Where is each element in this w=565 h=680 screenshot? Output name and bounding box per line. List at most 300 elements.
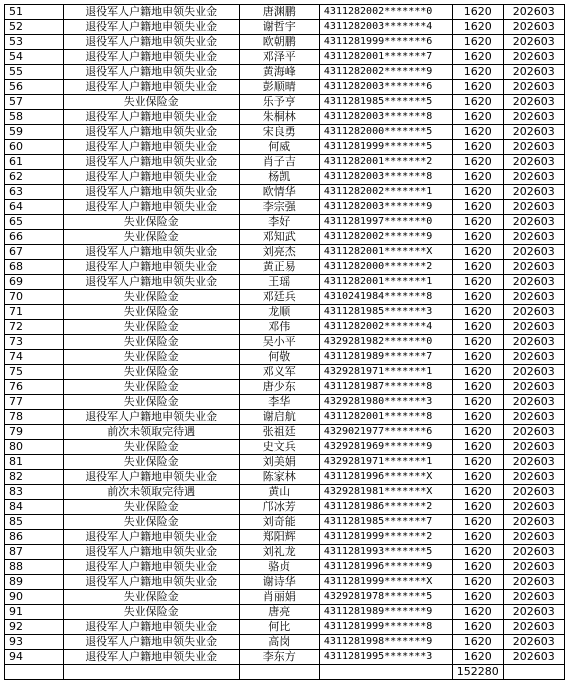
table-row <box>5 230 565 245</box>
id-number-cell: 4311282002*******4 <box>319 320 452 335</box>
row-index-cell: 57 <box>5 95 64 110</box>
pay-month-cell: 202603 <box>503 395 564 410</box>
table-row <box>5 65 565 80</box>
table-row <box>5 320 565 335</box>
table-row <box>5 155 565 170</box>
person-name-cell: 宋良勇 <box>239 125 319 140</box>
row-index-cell: 81 <box>5 455 64 470</box>
amount-cell: 1620 <box>452 500 503 515</box>
table-row <box>5 140 565 155</box>
amount-cell: 1620 <box>452 485 503 500</box>
benefit-type-cell: 失业保险金 <box>63 320 239 335</box>
row-index-cell: 55 <box>5 65 64 80</box>
row-index-cell: 61 <box>5 155 64 170</box>
table-row <box>5 425 565 440</box>
person-name-cell: 乐予亨 <box>239 95 319 110</box>
id-number-cell: 4311282000*******2 <box>319 260 452 275</box>
id-number-cell: 4311281999*******8 <box>319 620 452 635</box>
benefit-type-cell: 前次未领取完待遇 <box>63 425 239 440</box>
id-number-cell: 4311282001*******1 <box>319 275 452 290</box>
benefit-type-cell: 退役军人户籍地申领失业金 <box>63 20 239 35</box>
pay-month-cell: 202603 <box>503 50 564 65</box>
person-name-cell: 黄海峰 <box>239 65 319 80</box>
amount-cell: 1620 <box>452 110 503 125</box>
amount-cell: 1620 <box>452 20 503 35</box>
id-number-cell: 4311281997*******0 <box>319 215 452 230</box>
amount-cell: 1620 <box>452 620 503 635</box>
pay-month-cell: 202603 <box>503 410 564 425</box>
amount-cell: 1620 <box>452 590 503 605</box>
row-index-cell: 69 <box>5 275 64 290</box>
amount-cell: 1620 <box>452 215 503 230</box>
benefit-type-cell: 退役军人户籍地申领失业金 <box>63 245 239 260</box>
total-amount: 152280 <box>452 665 503 680</box>
pay-month-cell: 202603 <box>503 455 564 470</box>
id-number-cell: 4310241984*******8 <box>319 290 452 305</box>
id-number-cell: 4311282001*******7 <box>319 50 452 65</box>
id-number-cell: 4311282003*******9 <box>319 200 452 215</box>
benefit-type-cell: 退役军人户籍地申领失业金 <box>63 140 239 155</box>
table-row <box>5 515 565 530</box>
row-index-cell: 68 <box>5 260 64 275</box>
pay-month-cell: 202603 <box>503 230 564 245</box>
table-row <box>5 560 565 575</box>
row-index-cell: 63 <box>5 185 64 200</box>
benefit-type-cell: 退役军人户籍地申领失业金 <box>63 155 239 170</box>
table-row <box>5 170 565 185</box>
id-number-cell: 4311281985*******7 <box>319 515 452 530</box>
id-number-cell: 4311281993*******5 <box>319 545 452 560</box>
table-row <box>5 305 565 320</box>
benefit-type-cell: 退役军人户籍地申领失业金 <box>63 575 239 590</box>
row-index-cell: 91 <box>5 605 64 620</box>
amount-cell: 1620 <box>452 155 503 170</box>
id-number-cell: 4329281981*******X <box>319 485 452 500</box>
benefit-type-cell: 退役军人户籍地申领失业金 <box>63 170 239 185</box>
benefit-type-cell: 失业保险金 <box>63 95 239 110</box>
pay-month-cell: 202603 <box>503 500 564 515</box>
amount-cell: 1620 <box>452 515 503 530</box>
table-row <box>5 455 565 470</box>
id-number-cell: 4311281989*******7 <box>319 350 452 365</box>
person-name-cell: 刘礼龙 <box>239 545 319 560</box>
pay-month-cell: 202603 <box>503 425 564 440</box>
benefit-type-cell: 失业保险金 <box>63 605 239 620</box>
row-index-cell: 64 <box>5 200 64 215</box>
id-number-cell: 4311282001*******8 <box>319 410 452 425</box>
benefit-type-cell: 退役军人户籍地申领失业金 <box>63 35 239 50</box>
amount-cell: 1620 <box>452 545 503 560</box>
table-row <box>5 380 565 395</box>
benefit-type-cell: 失业保险金 <box>63 500 239 515</box>
benefit-type-cell: 失业保险金 <box>63 590 239 605</box>
row-index-cell: 71 <box>5 305 64 320</box>
person-name-cell: 欧情华 <box>239 185 319 200</box>
row-index-cell: 60 <box>5 140 64 155</box>
person-name-cell: 史文兵 <box>239 440 319 455</box>
amount-cell: 1620 <box>452 35 503 50</box>
benefit-type-cell: 退役军人户籍地申领失业金 <box>63 410 239 425</box>
amount-cell: 1620 <box>452 185 503 200</box>
benefit-type-cell: 失业保险金 <box>63 305 239 320</box>
person-name-cell: 唐亮 <box>239 605 319 620</box>
person-name-cell: 邓泽平 <box>239 50 319 65</box>
amount-cell: 1620 <box>452 5 503 20</box>
pay-month-cell: 202603 <box>503 170 564 185</box>
pay-month-cell: 202603 <box>503 350 564 365</box>
pay-month-cell: 202603 <box>503 365 564 380</box>
id-number-cell: 4329281980*******3 <box>319 395 452 410</box>
pay-month-cell: 202603 <box>503 590 564 605</box>
table-row <box>5 590 565 605</box>
amount-cell: 1620 <box>452 575 503 590</box>
person-name-cell: 谢诗华 <box>239 575 319 590</box>
benefit-type-cell: 退役军人户籍地申领失业金 <box>63 275 239 290</box>
total-row-index <box>5 665 64 680</box>
row-index-cell: 76 <box>5 380 64 395</box>
benefit-type-cell: 失业保险金 <box>63 395 239 410</box>
amount-cell: 1620 <box>452 395 503 410</box>
id-number-cell: 4311282000*******5 <box>319 125 452 140</box>
pay-month-cell: 202603 <box>503 125 564 140</box>
benefit-type-cell: 退役军人户籍地申领失业金 <box>63 650 239 665</box>
pay-month-cell: 202603 <box>503 110 564 125</box>
amount-cell: 1620 <box>452 365 503 380</box>
table-row <box>5 95 565 110</box>
pay-month-cell: 202603 <box>503 605 564 620</box>
table-row <box>5 440 565 455</box>
person-name-cell: 黄正易 <box>239 260 319 275</box>
amount-cell: 1620 <box>452 170 503 185</box>
person-name-cell: 刘美娟 <box>239 455 319 470</box>
id-number-cell: 4329281971*******1 <box>319 365 452 380</box>
table-row <box>5 470 565 485</box>
benefit-payment-table <box>4 4 565 680</box>
id-number-cell: 4311281986*******2 <box>319 500 452 515</box>
benefit-type-cell: 失业保险金 <box>63 515 239 530</box>
row-index-cell: 90 <box>5 590 64 605</box>
row-index-cell: 74 <box>5 350 64 365</box>
row-index-cell: 66 <box>5 230 64 245</box>
person-name-cell: 邓义军 <box>239 365 319 380</box>
table-row <box>5 125 565 140</box>
person-name-cell: 王瑶 <box>239 275 319 290</box>
benefit-type-cell: 退役军人户籍地申领失业金 <box>63 260 239 275</box>
pay-month-cell: 202603 <box>503 155 564 170</box>
row-index-cell: 73 <box>5 335 64 350</box>
person-name-cell: 唐少东 <box>239 380 319 395</box>
row-index-cell: 53 <box>5 35 64 50</box>
pay-month-cell: 202603 <box>503 5 564 20</box>
row-index-cell: 72 <box>5 320 64 335</box>
person-name-cell: 何威 <box>239 140 319 155</box>
person-name-cell: 肖子吉 <box>239 155 319 170</box>
id-number-cell: 4329281978*******5 <box>319 590 452 605</box>
row-index-cell: 56 <box>5 80 64 95</box>
table-row <box>5 200 565 215</box>
id-number-cell: 4311282002*******1 <box>319 185 452 200</box>
person-name-cell: 李好 <box>239 215 319 230</box>
table-row <box>5 410 565 425</box>
amount-cell: 1620 <box>452 275 503 290</box>
table-row <box>5 20 565 35</box>
row-index-cell: 83 <box>5 485 64 500</box>
id-number-cell: 4311282002*******9 <box>319 230 452 245</box>
row-index-cell: 80 <box>5 440 64 455</box>
person-name-cell: 黄山 <box>239 485 319 500</box>
id-number-cell: 4311281996*******9 <box>319 560 452 575</box>
person-name-cell: 邓伟 <box>239 320 319 335</box>
person-name-cell: 刘亮杰 <box>239 245 319 260</box>
id-number-cell: 4311281999*******2 <box>319 530 452 545</box>
pay-month-cell: 202603 <box>503 620 564 635</box>
table-row <box>5 635 565 650</box>
table-row <box>5 500 565 515</box>
table-row <box>5 650 565 665</box>
id-number-cell: 4329281969*******9 <box>319 440 452 455</box>
pay-month-cell: 202603 <box>503 320 564 335</box>
person-name-cell: 彭顺晴 <box>239 80 319 95</box>
pay-month-cell: 202603 <box>503 260 564 275</box>
benefit-type-cell: 退役军人户籍地申领失业金 <box>63 125 239 140</box>
pay-month-cell: 202603 <box>503 35 564 50</box>
amount-cell: 1620 <box>452 470 503 485</box>
benefit-type-cell: 退役军人户籍地申领失业金 <box>63 65 239 80</box>
amount-cell: 1620 <box>452 260 503 275</box>
table-row <box>5 335 565 350</box>
amount-cell: 1620 <box>452 245 503 260</box>
id-number-cell: 4311282003*******8 <box>319 170 452 185</box>
person-name-cell: 谢启航 <box>239 410 319 425</box>
row-index-cell: 51 <box>5 5 64 20</box>
person-name-cell: 李宗强 <box>239 200 319 215</box>
amount-cell: 1620 <box>452 650 503 665</box>
row-index-cell: 78 <box>5 410 64 425</box>
pay-month-cell: 202603 <box>503 200 564 215</box>
amount-cell: 1620 <box>452 380 503 395</box>
benefit-type-cell: 退役军人户籍地申领失业金 <box>63 200 239 215</box>
row-index-cell: 92 <box>5 620 64 635</box>
amount-cell: 1620 <box>452 605 503 620</box>
id-number-cell: 4311282003*******6 <box>319 80 452 95</box>
id-number-cell: 4329281971*******1 <box>319 455 452 470</box>
person-name-cell: 张祖廷 <box>239 425 319 440</box>
row-index-cell: 87 <box>5 545 64 560</box>
amount-cell: 1620 <box>452 410 503 425</box>
person-name-cell: 邓知武 <box>239 230 319 245</box>
table-row <box>5 290 565 305</box>
benefit-type-cell: 失业保险金 <box>63 290 239 305</box>
total-row-id <box>319 665 452 680</box>
id-number-cell: 4311281999*******X <box>319 575 452 590</box>
benefit-type-cell: 退役军人户籍地申领失业金 <box>63 5 239 20</box>
amount-cell: 1620 <box>452 305 503 320</box>
row-index-cell: 86 <box>5 530 64 545</box>
pay-month-cell: 202603 <box>503 305 564 320</box>
benefit-type-cell: 退役军人户籍地申领失业金 <box>63 530 239 545</box>
amount-cell: 1620 <box>452 440 503 455</box>
table-row <box>5 350 565 365</box>
pay-month-cell: 202603 <box>503 140 564 155</box>
table-row <box>5 245 565 260</box>
id-number-cell: 4311282002*******9 <box>319 65 452 80</box>
benefit-type-cell: 退役军人户籍地申领失业金 <box>63 545 239 560</box>
person-name-cell: 陈家林 <box>239 470 319 485</box>
row-index-cell: 84 <box>5 500 64 515</box>
amount-cell: 1620 <box>452 65 503 80</box>
table-row <box>5 275 565 290</box>
pay-month-cell: 202603 <box>503 635 564 650</box>
table-row <box>5 620 565 635</box>
table-row <box>5 575 565 590</box>
row-index-cell: 82 <box>5 470 64 485</box>
benefit-type-cell: 失业保险金 <box>63 350 239 365</box>
row-index-cell: 59 <box>5 125 64 140</box>
amount-cell: 1620 <box>452 95 503 110</box>
total-row-type <box>63 665 239 680</box>
benefit-type-cell: 退役军人户籍地申领失业金 <box>63 470 239 485</box>
person-name-cell: 刘奇能 <box>239 515 319 530</box>
pay-month-cell: 202603 <box>503 185 564 200</box>
person-name-cell: 何敬 <box>239 350 319 365</box>
table-row <box>5 80 565 95</box>
pay-month-cell: 202603 <box>503 20 564 35</box>
benefit-type-cell: 失业保险金 <box>63 365 239 380</box>
row-index-cell: 88 <box>5 560 64 575</box>
id-number-cell: 4311282001*******X <box>319 245 452 260</box>
id-number-cell: 4311282003*******4 <box>319 20 452 35</box>
benefit-type-cell: 退役军人户籍地申领失业金 <box>63 635 239 650</box>
table-row <box>5 5 565 20</box>
table-row <box>5 485 565 500</box>
amount-cell: 1620 <box>452 350 503 365</box>
benefit-type-cell: 前次未领取完待遇 <box>63 485 239 500</box>
pay-month-cell: 202603 <box>503 95 564 110</box>
row-index-cell: 67 <box>5 245 64 260</box>
person-name-cell: 唐渊鹏 <box>239 5 319 20</box>
pay-month-cell: 202603 <box>503 215 564 230</box>
table-row <box>5 545 565 560</box>
pay-month-cell: 202603 <box>503 650 564 665</box>
id-number-cell: 4311281987*******8 <box>319 380 452 395</box>
pay-month-cell: 202603 <box>503 530 564 545</box>
id-number-cell: 4311281999*******5 <box>319 140 452 155</box>
amount-cell: 1620 <box>452 290 503 305</box>
pay-month-cell: 202603 <box>503 515 564 530</box>
row-index-cell: 85 <box>5 515 64 530</box>
pay-month-cell: 202603 <box>503 575 564 590</box>
pay-month-cell: 202603 <box>503 80 564 95</box>
person-name-cell: 谢哲宇 <box>239 20 319 35</box>
benefit-type-cell: 退役军人户籍地申领失业金 <box>63 80 239 95</box>
id-number-cell: 4329281982*******0 <box>319 335 452 350</box>
amount-cell: 1620 <box>452 635 503 650</box>
amount-cell: 1620 <box>452 320 503 335</box>
table-row <box>5 185 565 200</box>
id-number-cell: 4311281985*******5 <box>319 95 452 110</box>
row-index-cell: 65 <box>5 215 64 230</box>
person-name-cell: 郑阳辉 <box>239 530 319 545</box>
benefit-type-cell: 退役军人户籍地申领失业金 <box>63 185 239 200</box>
amount-cell: 1620 <box>452 140 503 155</box>
benefit-type-cell: 失业保险金 <box>63 380 239 395</box>
id-number-cell: 4311282003*******8 <box>319 110 452 125</box>
id-number-cell: 4311282001*******2 <box>319 155 452 170</box>
person-name-cell: 高岗 <box>239 635 319 650</box>
pay-month-cell: 202603 <box>503 545 564 560</box>
benefit-type-cell: 失业保险金 <box>63 215 239 230</box>
table-row <box>5 605 565 620</box>
amount-cell: 1620 <box>452 230 503 245</box>
table-body <box>5 5 565 665</box>
pay-month-cell: 202603 <box>503 290 564 305</box>
benefit-type-cell: 失业保险金 <box>63 335 239 350</box>
pay-month-cell: 202603 <box>503 65 564 80</box>
total-row-month <box>503 665 564 680</box>
pay-month-cell: 202603 <box>503 380 564 395</box>
row-index-cell: 79 <box>5 425 64 440</box>
pay-month-cell: 202603 <box>503 485 564 500</box>
row-index-cell: 93 <box>5 635 64 650</box>
pay-month-cell: 202603 <box>503 335 564 350</box>
id-number-cell: 4311281985*******3 <box>319 305 452 320</box>
benefit-type-cell: 失业保险金 <box>63 230 239 245</box>
row-index-cell: 70 <box>5 290 64 305</box>
row-index-cell: 94 <box>5 650 64 665</box>
id-number-cell: 4329021977*******6 <box>319 425 452 440</box>
id-number-cell: 4311281996*******X <box>319 470 452 485</box>
person-name-cell: 李华 <box>239 395 319 410</box>
pay-month-cell: 202603 <box>503 245 564 260</box>
id-number-cell: 4311281999*******6 <box>319 35 452 50</box>
amount-cell: 1620 <box>452 200 503 215</box>
person-name-cell: 朱桐林 <box>239 110 319 125</box>
benefit-type-cell: 退役军人户籍地申领失业金 <box>63 560 239 575</box>
benefit-type-cell: 退役军人户籍地申领失业金 <box>63 620 239 635</box>
benefit-type-cell: 失业保险金 <box>63 440 239 455</box>
row-index-cell: 58 <box>5 110 64 125</box>
amount-cell: 1620 <box>452 50 503 65</box>
person-name-cell: 何比 <box>239 620 319 635</box>
row-index-cell: 52 <box>5 20 64 35</box>
id-number-cell: 4311281989*******9 <box>319 605 452 620</box>
id-number-cell: 4311281998*******9 <box>319 635 452 650</box>
id-number-cell: 4311282002*******0 <box>319 5 452 20</box>
table-row <box>5 215 565 230</box>
person-name-cell: 肖丽娟 <box>239 590 319 605</box>
pay-month-cell: 202603 <box>503 560 564 575</box>
amount-cell: 1620 <box>452 335 503 350</box>
person-name-cell: 邝冰芳 <box>239 500 319 515</box>
pay-month-cell: 202603 <box>503 440 564 455</box>
row-index-cell: 77 <box>5 395 64 410</box>
table-row <box>5 365 565 380</box>
pay-month-cell: 202603 <box>503 275 564 290</box>
row-index-cell: 75 <box>5 365 64 380</box>
person-name-cell: 吴小平 <box>239 335 319 350</box>
amount-cell: 1620 <box>452 530 503 545</box>
benefit-type-cell: 退役军人户籍地申领失业金 <box>63 50 239 65</box>
amount-cell: 1620 <box>452 455 503 470</box>
amount-cell: 1620 <box>452 80 503 95</box>
amount-cell: 1620 <box>452 560 503 575</box>
table-row <box>5 35 565 50</box>
row-index-cell: 54 <box>5 50 64 65</box>
person-name-cell: 杨凯 <box>239 170 319 185</box>
amount-cell: 1620 <box>452 425 503 440</box>
benefit-type-cell: 退役军人户籍地申领失业金 <box>63 110 239 125</box>
person-name-cell: 龙顺 <box>239 305 319 320</box>
